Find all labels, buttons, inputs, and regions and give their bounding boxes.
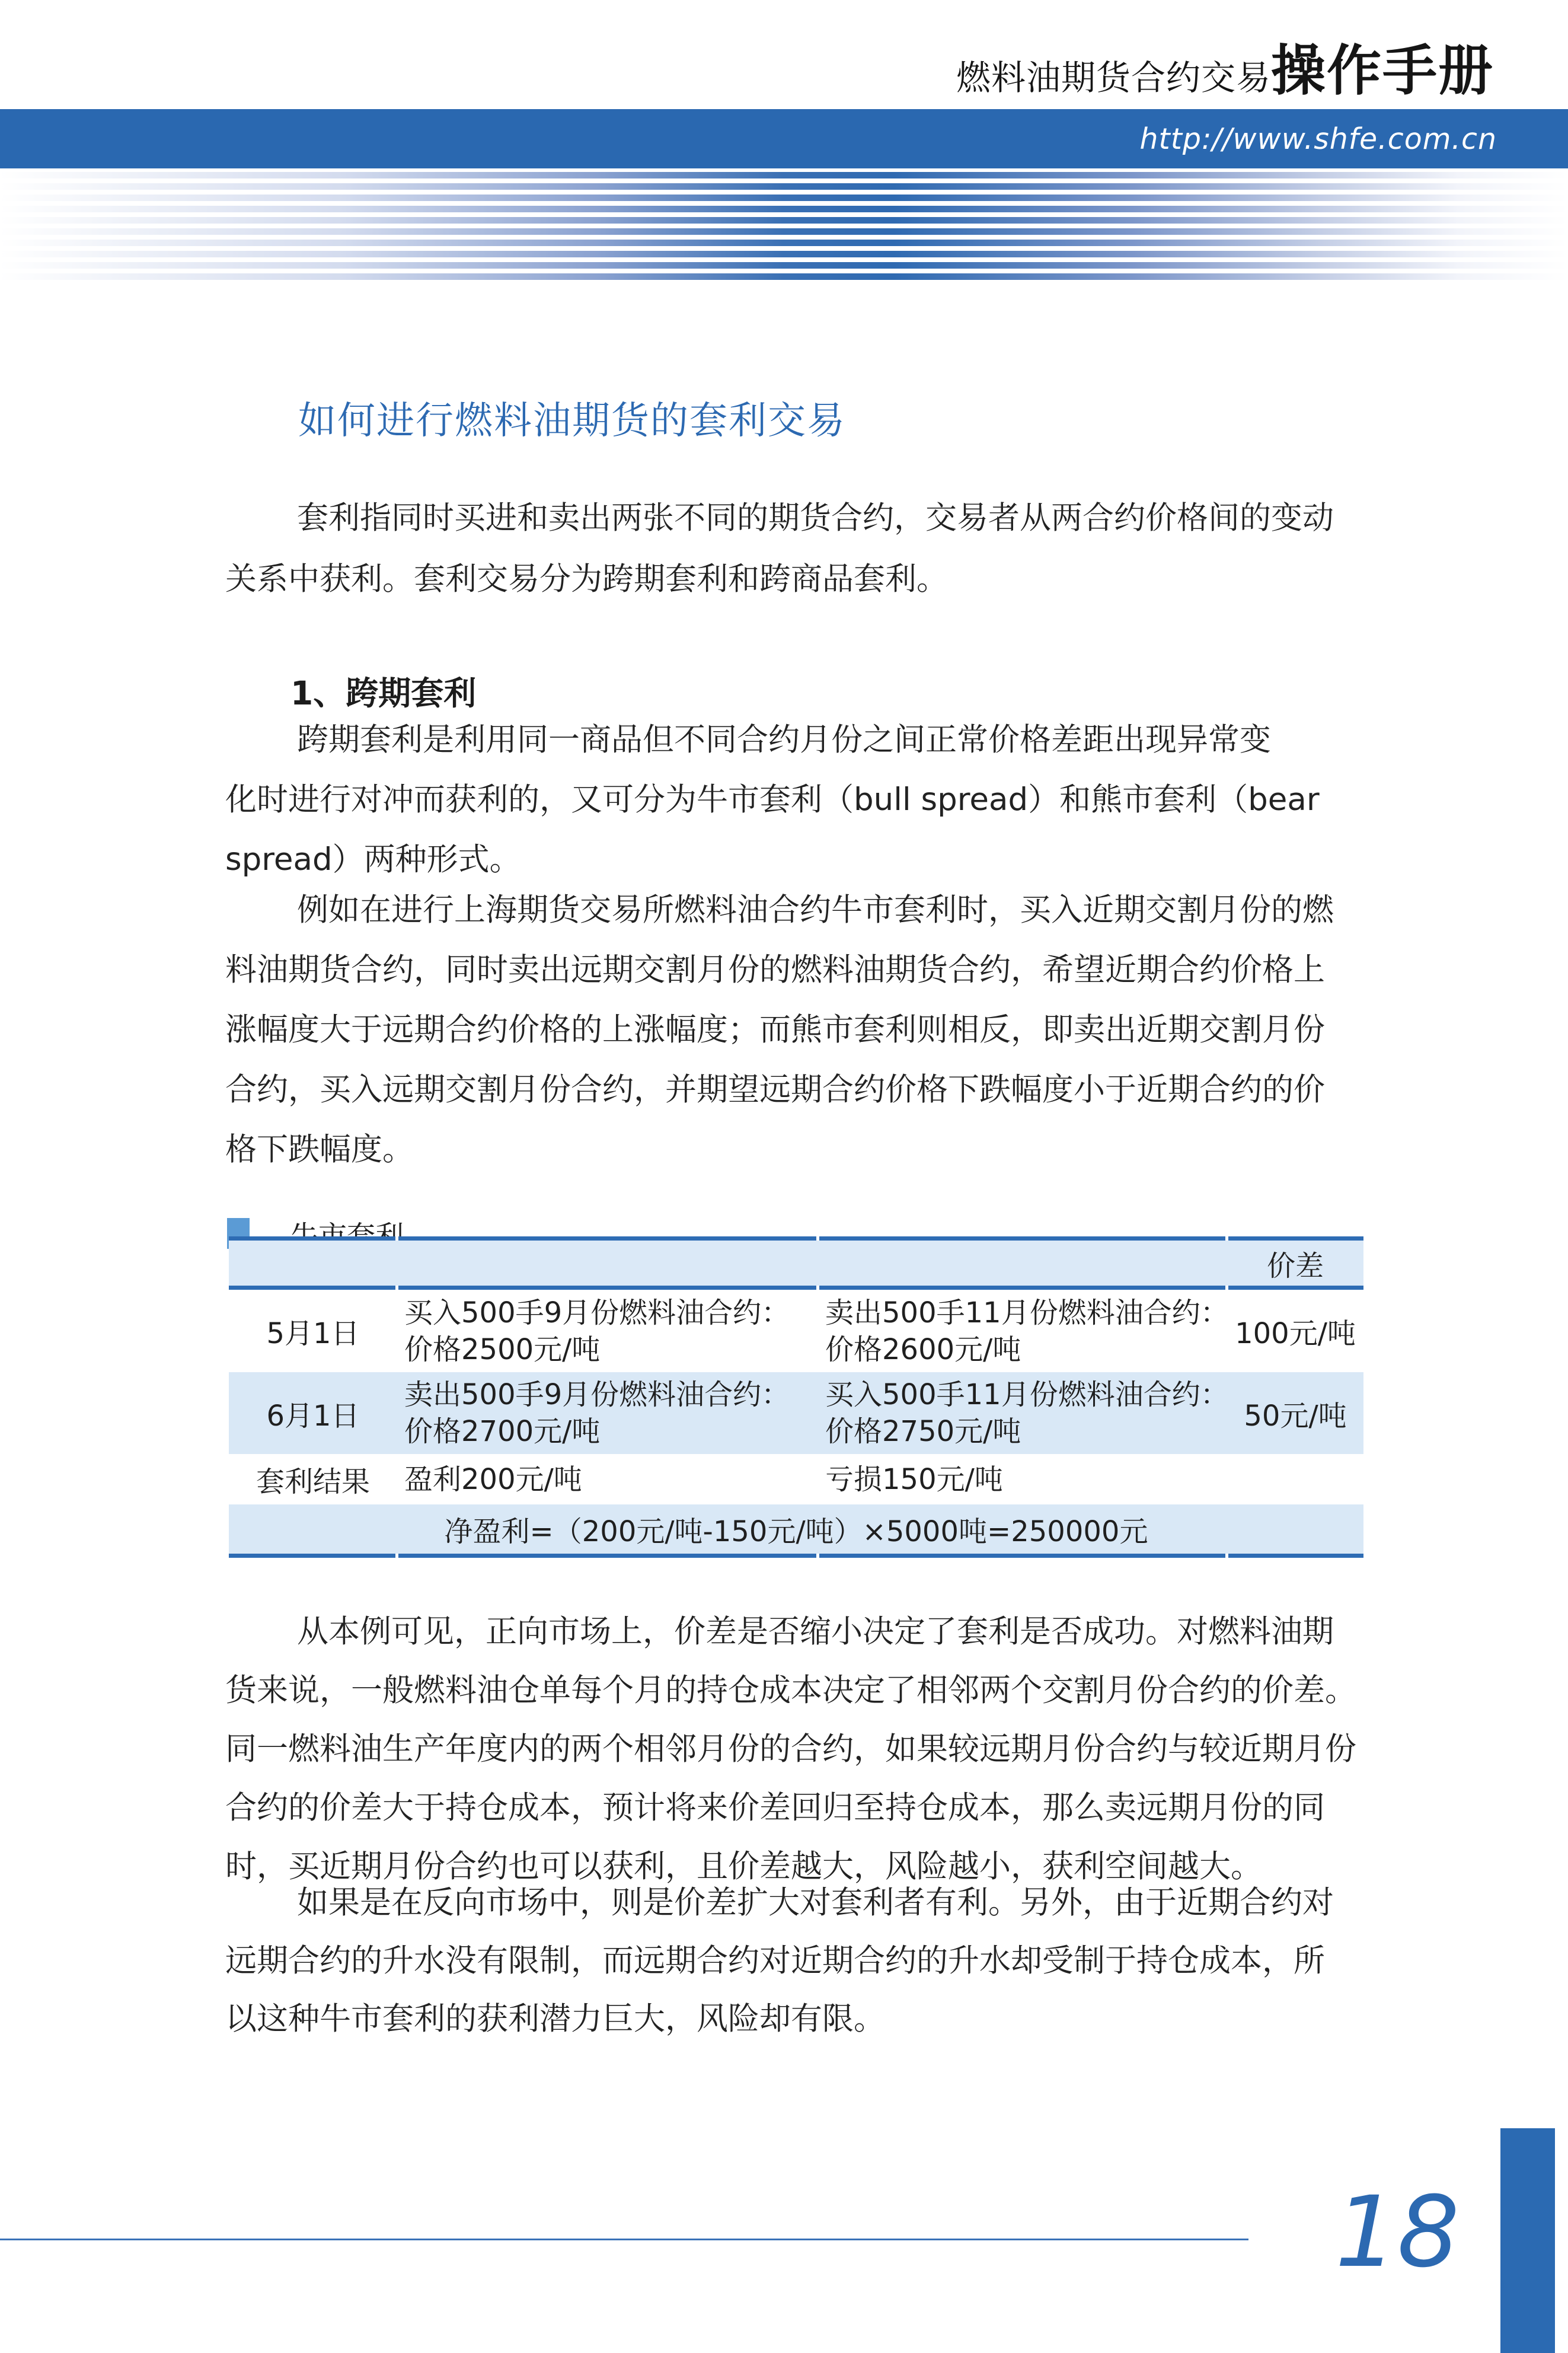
website-link[interactable]: http://www.shfe.com.cn xyxy=(1139,122,1497,156)
cell-line: 卖出500手11月份燃料油合约： xyxy=(825,1296,1229,1329)
cell-result-label: 套利结果 xyxy=(256,1465,370,1498)
text-line: 合约，买入远期交割月份合约，并期望远期合约价格下跌幅度小于近期合约的价 xyxy=(225,1072,1325,1108)
cell-line: 价格2700元/吨 xyxy=(404,1415,601,1448)
cell-line: 亏损150元/吨 xyxy=(825,1462,1003,1496)
text-line: 料油期货合约，同时卖出远期交割月份的燃料油期货合约，希望近期合约价格上 xyxy=(225,952,1325,988)
masthead xyxy=(956,27,1494,106)
url-bar xyxy=(0,109,1568,168)
text-line: 跨期套利是利用同一商品但不同合约月份之间正常价格差距出现异常变 xyxy=(297,722,1271,758)
stripe xyxy=(0,195,1568,201)
cell-result-far xyxy=(818,1454,1227,1504)
text-line: 合约的价差大于持仓成本，预计将来价差回归至持仓成本，那么卖远期月份的同 xyxy=(225,1790,1325,1826)
cell-line: 盈利200元/吨 xyxy=(404,1462,582,1496)
table-row xyxy=(229,1372,1363,1454)
stripe xyxy=(0,273,1568,280)
table-header-row xyxy=(229,1241,1363,1286)
cell-spread: 100元/吨 xyxy=(1235,1317,1356,1350)
cell-line: 买入500手11月份燃料油合约： xyxy=(825,1378,1229,1411)
section-heading-calendar-spread: 1、跨期套利 xyxy=(290,674,477,712)
section-paragraph-1 xyxy=(225,710,1366,889)
footer-accent-bar xyxy=(1500,2128,1555,2353)
cell-near-leg xyxy=(397,1372,818,1454)
cell-line: 卖出500手9月份燃料油合约： xyxy=(404,1378,790,1411)
page-number: 18 xyxy=(1335,2175,1460,2289)
footer-rule xyxy=(0,2239,1248,2240)
header-cell-empty xyxy=(818,1241,1227,1286)
cell-date: 6月1日 xyxy=(266,1399,360,1433)
intro-paragraph xyxy=(225,487,1366,610)
table-border-header-bottom xyxy=(229,1286,1363,1290)
stripe xyxy=(0,217,1568,224)
stripe xyxy=(0,251,1568,257)
text-line: 从本例可见，正向市场上，价差是否缩小决定了套利是否成功。对燃料油期 xyxy=(297,1614,1334,1650)
manual-series-title: 燃料油期货合约交易 xyxy=(956,58,1271,98)
text-line: 格下跌幅度。 xyxy=(225,1131,414,1168)
text-line: 货来说，一般燃料油仓单每个月的持仓成本决定了相邻两个交割月份合约的价差。 xyxy=(225,1672,1356,1708)
stripe xyxy=(0,262,1568,269)
page-title: 如何进行燃料油期货的套利交易 xyxy=(298,399,846,443)
text-line: 时，买近期月份合约也可以获利，且价差越大，风险越小，获利空间越大。 xyxy=(225,1848,1262,1885)
cell-line: 价格2600元/吨 xyxy=(825,1332,1021,1366)
cell-spread xyxy=(1227,1454,1363,1504)
header-cell-empty xyxy=(229,1241,397,1286)
stripe xyxy=(0,206,1568,212)
cell-date: 5月1日 xyxy=(266,1317,360,1350)
text-line: 同一燃料油生产年度内的两个相邻月份的合约，如果较远期月份合约与较近期月份 xyxy=(225,1731,1356,1767)
cell-result-near xyxy=(397,1454,818,1504)
stripe xyxy=(0,240,1568,246)
decorative-stripes xyxy=(0,172,1568,285)
text-line: 化时进行对冲而获利的，又可分为牛市套利（bull spread）和熊市套利（bear xyxy=(225,782,1320,818)
text-line: 远期合约的升水没有限制，而远期合约对近期合约的升水却受制于持仓成本，所 xyxy=(225,1943,1325,1979)
stripe xyxy=(0,172,1568,178)
table-row-result xyxy=(229,1454,1363,1504)
manual-title: 操作手册 xyxy=(1270,39,1494,103)
table-border-top xyxy=(229,1236,1363,1241)
stripe xyxy=(0,183,1568,190)
stripe xyxy=(0,228,1568,235)
cell-spread: 50元/吨 xyxy=(1244,1399,1347,1433)
text-line: 套利指同时买进和卖出两张不同的期货合约，交易者从两合约价格间的变动 xyxy=(297,500,1334,536)
text-line: 涨幅度大于远期合约价格的上涨幅度；而熊市套利则相反，即卖出近期交割月份 xyxy=(225,1012,1325,1048)
cell-line: 价格2500元/吨 xyxy=(404,1332,601,1366)
table-row xyxy=(229,1290,1363,1372)
text-line: 如果是在反向市场中，则是价差扩大对套利者有利。另外，由于近期合约对 xyxy=(297,1885,1334,1921)
text-line: 例如在进行上海期货交易所燃料油合约牛市套利时，买入近期交割月份的燃 xyxy=(297,892,1334,928)
header-cell-spread: 价差 xyxy=(1266,1249,1324,1283)
table-border-bottom xyxy=(229,1554,1363,1558)
analysis-paragraph xyxy=(225,1602,1366,1896)
closing-paragraph xyxy=(225,1874,1366,2048)
cell-far-leg xyxy=(818,1290,1227,1372)
text-line: 以这种牛市套利的获利潜力巨大，风险却有限。 xyxy=(225,2001,885,2037)
section-paragraph-2 xyxy=(225,880,1366,1179)
cell-line: 价格2750元/吨 xyxy=(825,1415,1021,1448)
table-summary-row: 净盈利=（200元/吨-150元/吨）×5000吨=250000元 xyxy=(229,1504,1363,1554)
header-cell-empty xyxy=(397,1241,818,1286)
text-line: spread）两种形式。 xyxy=(225,841,521,878)
bull-spread-table xyxy=(229,1236,1363,1558)
text-line: 关系中获利。套利交易分为跨期套利和跨商品套利。 xyxy=(225,561,948,597)
cell-far-leg xyxy=(818,1372,1227,1454)
cell-line: 买入500手9月份燃料油合约： xyxy=(404,1296,790,1329)
cell-near-leg xyxy=(397,1290,818,1372)
